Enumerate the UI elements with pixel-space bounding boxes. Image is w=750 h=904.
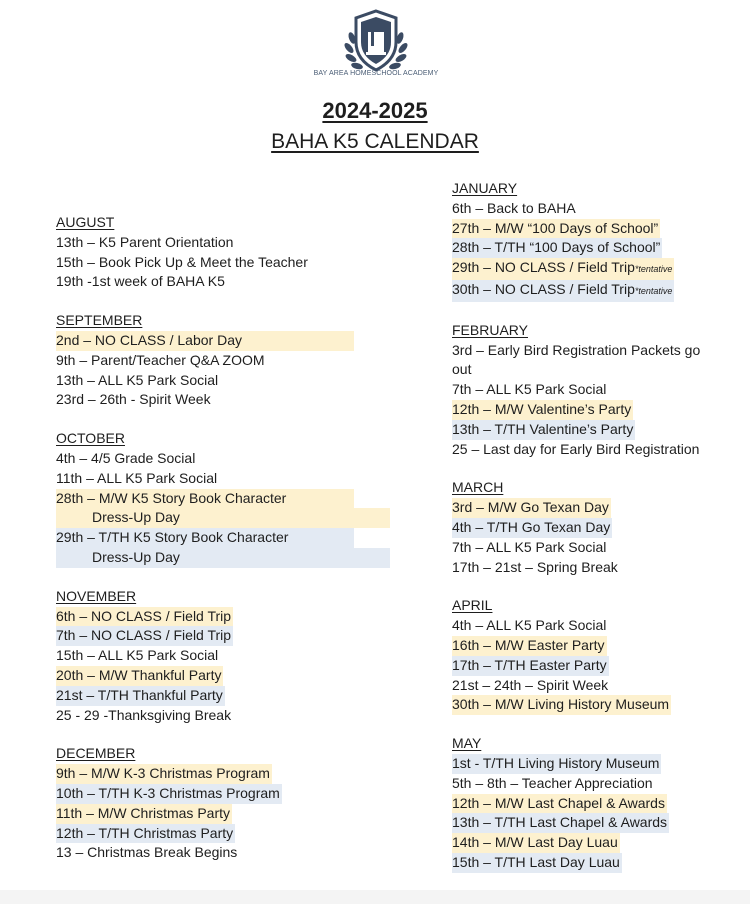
event-text: 12th – M/W Last Chapel & Awards [452, 794, 665, 811]
calendar-event [452, 341, 714, 381]
event-text: 4th – 4/5 Grade Social [56, 449, 196, 466]
event-text: 29th – T/TH K5 Story Book Character [56, 529, 289, 546]
event-text: 1st - T/TH Living History Museum [452, 754, 660, 771]
event-text: 12th – T/TH Christmas Party [56, 824, 234, 841]
month-heading: AUGUST [56, 214, 115, 230]
month-section-may [452, 734, 750, 873]
calendar-event [452, 558, 750, 578]
calendar-event [56, 706, 356, 726]
event-text: 28th – M/W K5 Story Book Character [56, 489, 287, 506]
event-text: 15th – ALL K5 Park Social [56, 647, 219, 664]
event-text: 13th – K5 Parent Orientation [56, 233, 234, 250]
calendar-event [452, 280, 674, 302]
calendar-event [452, 656, 609, 676]
calendar-event [452, 695, 671, 715]
calendar-event [452, 754, 661, 774]
calendar-event [56, 469, 356, 489]
event-text: 13th – ALL K5 Park Social [56, 371, 219, 388]
event-text: Dress-Up Day [92, 548, 180, 565]
calendar-event [56, 528, 354, 548]
event-text: 9th – Parent/Teacher Q&A ZOOM [56, 351, 265, 368]
event-text: 11th – M/W Christmas Party [56, 804, 231, 821]
calendar-event [56, 272, 356, 292]
calendar-event [452, 676, 750, 696]
event-text: 7th – ALL K5 Park Social [452, 538, 607, 555]
month-heading: MARCH [452, 479, 504, 496]
calendar-event [56, 824, 235, 844]
month-section-december [56, 744, 356, 863]
left-column [56, 213, 356, 882]
event-text: 5th – 8th – Teacher Appreciation [452, 774, 653, 791]
event-text: 30th – M/W Living History Museum [452, 696, 670, 713]
calendar-event [56, 764, 272, 784]
event-text: 6th – Back to BAHA [452, 199, 576, 216]
tentative-note: *tentative [634, 264, 673, 275]
calendar-event [452, 199, 750, 219]
calendar-event [56, 666, 223, 686]
event-text: 17th – T/TH Easter Party [452, 656, 607, 673]
calendar-event [452, 258, 674, 280]
right-column [452, 179, 750, 892]
event-text: 13th – T/TH Valentine’s Party [452, 420, 634, 437]
calendar-event [56, 804, 232, 824]
event-text: 27th – M/W “100 Days of School” [452, 219, 659, 236]
month-heading: JANUARY [452, 180, 518, 196]
event-text: 17th – 21st – Spring Break [452, 558, 618, 575]
calendar-event [452, 380, 750, 400]
calendar-event [452, 238, 662, 258]
month-section-february [452, 321, 750, 460]
calendar-event [56, 489, 354, 509]
event-text: 4th – T/TH Go Texan Day [452, 518, 611, 535]
calendar-event [452, 498, 611, 518]
month-heading: OCTOBER [56, 430, 125, 447]
event-text: 2nd – NO CLASS / Labor Day [56, 331, 242, 348]
event-text: 7th – ALL K5 Park Social [452, 381, 607, 398]
event-text: 23rd – 26th - Spirit Week [56, 391, 211, 408]
event-text: 20th – M/W Thankful Party [56, 666, 222, 683]
event-text: 25 - 29 -Thanksgiving Break [56, 706, 232, 723]
calendar-event [56, 390, 356, 410]
calendar-event [452, 853, 622, 873]
month-section-january [452, 179, 750, 302]
event-text: 19th -1st week of BAHA K5 [56, 273, 225, 290]
calendar-event [452, 833, 620, 853]
calendar-event [452, 219, 660, 239]
calendar-event [56, 626, 233, 646]
calendar-event [452, 774, 750, 794]
event-text: 28th – T/TH “100 Days of School” [452, 239, 661, 256]
event-text: 30th – NO CLASS / Field Trip [452, 280, 635, 297]
event-text: 16th – M/W Easter Party [452, 636, 605, 653]
calendar-event [56, 607, 233, 627]
month-section-november [56, 587, 356, 726]
calendar-event [56, 508, 390, 528]
calendar-event [452, 616, 750, 636]
calendar-event [452, 400, 633, 420]
calendar-event [56, 784, 282, 804]
event-text: 15th – Book Pick Up & Meet the Teacher [56, 253, 308, 270]
event-text: 9th – M/W K-3 Christmas Program [56, 765, 270, 782]
calendar-event [56, 646, 356, 666]
page-title: BAHA K5 CALENDAR [271, 130, 479, 153]
month-heading: FEBRUARY [452, 321, 528, 338]
calendar-event [452, 538, 750, 558]
event-text: 7th – NO CLASS / Field Trip [56, 627, 232, 644]
month-heading: SEPTEMBER [56, 312, 143, 329]
calendar-event [56, 686, 225, 706]
event-text: 6th – NO CLASS / Field Trip [56, 607, 232, 624]
event-text: 13 – Christmas Break Begins [56, 844, 238, 861]
calendar-event [56, 843, 356, 863]
calendar-event [56, 233, 356, 253]
month-section-march [452, 478, 750, 577]
event-text: 25 – Last day for Early Bird Registration [452, 440, 700, 457]
calendar-event [452, 420, 635, 440]
month-section-april [452, 596, 750, 715]
tentative-note: *tentative [634, 285, 673, 296]
event-text: 3rd – Early Bird Registration Packets go out [452, 341, 701, 378]
event-text: 12th – M/W Valentine’s Party [452, 400, 632, 417]
calendar-event [56, 331, 354, 351]
calendar-event [452, 813, 669, 833]
event-text: 21st – T/TH Thankful Party [56, 686, 223, 703]
event-text: 29th – NO CLASS / Field Trip [452, 259, 635, 276]
month-section-october [56, 429, 356, 568]
event-text: 4th – ALL K5 Park Social [452, 617, 607, 634]
calendar-event [452, 636, 607, 656]
calendar-event [452, 440, 714, 460]
calendar-event [452, 794, 667, 814]
calendar-event [56, 548, 390, 568]
event-text: 13th – T/TH Last Chapel & Awards [452, 814, 668, 831]
calendar-event [56, 351, 356, 371]
calendar-event [56, 253, 356, 273]
event-text: 14th – M/W Last Day Luau [452, 834, 618, 851]
event-text: 10th – T/TH K-3 Christmas Program [56, 784, 280, 801]
calendar-event [452, 518, 612, 538]
event-text: 15th – T/TH Last Day Luau [452, 853, 620, 870]
event-text: Dress-Up Day [92, 509, 180, 526]
event-text: 21st – 24th – Spirit Week [452, 676, 609, 693]
calendar-event [56, 449, 356, 469]
month-section-august [56, 213, 356, 292]
month-section-september [56, 311, 356, 410]
calendar-event [56, 371, 356, 391]
logo-caption: BAY AREA HOMESCHOOL ACADEMY [313, 70, 439, 77]
month-heading: APRIL [452, 597, 493, 614]
page-title-year: 2024-2025 [322, 98, 428, 123]
month-heading: NOVEMBER [56, 587, 137, 604]
month-heading: DECEMBER [56, 745, 136, 762]
event-text: 3rd – M/W Go Texan Day [452, 499, 609, 516]
month-heading: MAY [452, 735, 482, 752]
event-text: 11th – ALL K5 Park Social [56, 469, 218, 486]
